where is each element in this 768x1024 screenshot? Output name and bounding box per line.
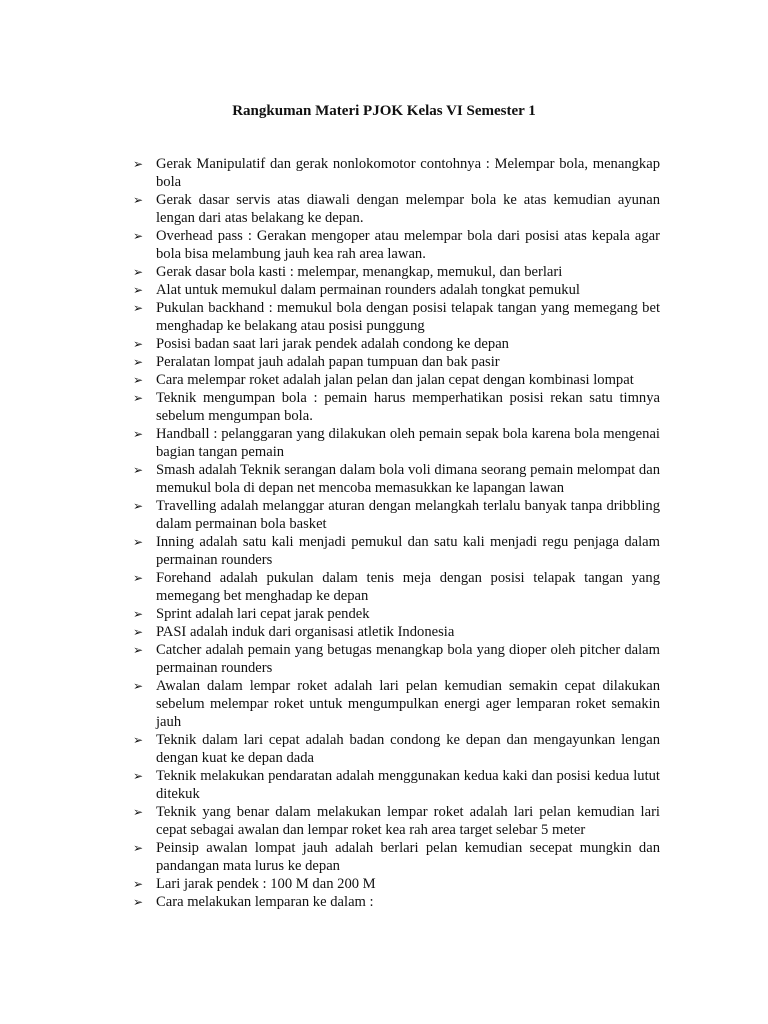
list-item-text: Posisi badan saat lari jarak pendek adalah condong ke depan	[156, 336, 509, 352]
list-item-text: Gerak dasar bola kasti : melempar, menangkap, memukul, dan berlari	[156, 264, 563, 280]
list-item	[130, 191, 660, 227]
list-item-text: Lari jarak pendek : 100 M dan 200 M	[156, 876, 376, 892]
list-item-text: Teknik dalam lari cepat adalah badan condong ke depan dan mengayunkan lengan dengan kuat ke depan dada	[156, 732, 660, 766]
list-item	[130, 389, 660, 425]
list-item-text: Pukulan backhand : memukul bola dengan posisi telapak tangan yang memegang bet menghadap ke belakang atau posisi punggung	[156, 300, 660, 334]
arrow-bullet-icon: ➢	[133, 499, 144, 513]
list-item-text: Cara melakukan lemparan ke dalam :	[156, 894, 374, 910]
list-item-text: Gerak dasar servis atas diawali dengan melempar bola ke atas kemudian ayunan lengan dari atas belakang ke depan.	[156, 192, 660, 226]
list-item-text: Teknik yang benar dalam melakukan lempar roket adalah lari pelan kemudian lari cepat sebagai awalan dan lempar roket kea rah area target selebar 5 meter	[156, 804, 660, 838]
arrow-bullet-icon: ➢	[133, 157, 144, 171]
list-item	[130, 767, 660, 803]
list-item	[130, 875, 660, 893]
list-item-text: Catcher adalah pemain yang betugas menangkap bola yang dioper oleh pitcher dalam permainan rounders	[156, 642, 660, 676]
list-item-text: Smash adalah Teknik serangan dalam bola voli dimana seorang pemain melompat dan memukul bola di depan net mencoba memasukkan ke lapangan lawan	[156, 462, 660, 496]
list-item-text: Peinsip awalan lompat jauh adalah berlari pelan kemudian secepat mungkin dan pandangan mata lurus ke depan	[156, 840, 660, 874]
list-item	[130, 641, 660, 677]
arrow-bullet-icon: ➢	[133, 229, 144, 243]
arrow-bullet-icon: ➢	[133, 301, 144, 315]
list-item-text: Awalan dalam lempar roket adalah lari pelan kemudian semakin cepat dilakukan sebelum melempar roket untuk mengumpulkan energi ager lemparan roket semakin jauh	[156, 678, 660, 730]
arrow-bullet-icon: ➢	[133, 463, 144, 477]
list-item	[130, 281, 660, 299]
arrow-bullet-icon: ➢	[133, 679, 144, 693]
arrow-bullet-icon: ➢	[133, 841, 144, 855]
bullet-list	[130, 155, 660, 911]
arrow-bullet-icon: ➢	[133, 895, 144, 909]
list-item-text: Teknik mengumpan bola : pemain harus memperhatikan posisi rekan satu timnya sebelum mengumpan bola.	[156, 390, 660, 424]
list-item-text: Inning adalah satu kali menjadi pemukul dan satu kali menjadi regu penjaga dalam permainan rounders	[156, 534, 660, 568]
list-item	[130, 461, 660, 497]
arrow-bullet-icon: ➢	[133, 769, 144, 783]
list-item	[130, 731, 660, 767]
list-item	[130, 263, 660, 281]
list-item-text: Peralatan lompat jauh adalah papan tumpuan dan bak pasir	[156, 354, 500, 370]
list-item-text: Gerak Manipulatif dan gerak nonlokomotor contohnya : Melempar bola, menangkap bola	[156, 156, 660, 190]
list-item	[130, 605, 660, 623]
arrow-bullet-icon: ➢	[133, 535, 144, 549]
page-title: Rangkuman Materi PJOK Kelas VI Semester 1	[232, 103, 536, 119]
list-item-text: Overhead pass : Gerakan mengoper atau melempar bola dari posisi atas kepala agar bola bisa melambung jauh kea rah area lawan.	[156, 228, 660, 262]
arrow-bullet-icon: ➢	[133, 733, 144, 747]
list-item-text: PASI adalah induk dari organisasi atletik Indonesia	[156, 624, 455, 640]
list-item-text: Teknik melakukan pendaratan adalah menggunakan kedua kaki dan posisi kedua lutut ditekuk	[156, 768, 660, 802]
arrow-bullet-icon: ➢	[133, 571, 144, 585]
list-item	[130, 533, 660, 569]
arrow-bullet-icon: ➢	[133, 391, 144, 405]
list-item	[130, 893, 660, 911]
arrow-bullet-icon: ➢	[133, 265, 144, 279]
arrow-bullet-icon: ➢	[133, 193, 144, 207]
list-item	[130, 803, 660, 839]
arrow-bullet-icon: ➢	[133, 373, 144, 387]
arrow-bullet-icon: ➢	[133, 355, 144, 369]
list-item	[130, 623, 660, 641]
arrow-bullet-icon: ➢	[133, 805, 144, 819]
list-item-text: Travelling adalah melanggar aturan dengan melangkah terlalu banyak tanpa dribbling dalam permainan bola basket	[156, 498, 660, 532]
arrow-bullet-icon: ➢	[133, 625, 144, 639]
arrow-bullet-icon: ➢	[133, 337, 144, 351]
list-item-text: Cara melempar roket adalah jalan pelan dan jalan cepat dengan kombinasi lompat	[156, 372, 634, 388]
arrow-bullet-icon: ➢	[133, 607, 144, 621]
list-item-text: Handball : pelanggaran yang dilakukan oleh pemain sepak bola karena bola mengenai bagian tangan pemain	[156, 426, 660, 460]
list-item	[130, 497, 660, 533]
list-item-text: Forehand adalah pukulan dalam tenis meja dengan posisi telapak tangan yang memegang bet menghadap ke depan	[156, 570, 660, 604]
list-item	[130, 299, 660, 335]
list-item	[130, 677, 660, 731]
list-item-text: Alat untuk memukul dalam permainan rounders adalah tongkat pemukul	[156, 282, 580, 298]
list-item	[130, 425, 660, 461]
list-item	[130, 371, 660, 389]
list-item	[130, 353, 660, 371]
list-item	[130, 839, 660, 875]
list-item-text: Sprint adalah lari cepat jarak pendek	[156, 606, 370, 622]
list-item	[130, 569, 660, 605]
arrow-bullet-icon: ➢	[133, 877, 144, 891]
list-item	[130, 227, 660, 263]
list-item	[130, 155, 660, 191]
list-item	[130, 335, 660, 353]
arrow-bullet-icon: ➢	[133, 283, 144, 297]
arrow-bullet-icon: ➢	[133, 643, 144, 657]
arrow-bullet-icon: ➢	[133, 427, 144, 441]
